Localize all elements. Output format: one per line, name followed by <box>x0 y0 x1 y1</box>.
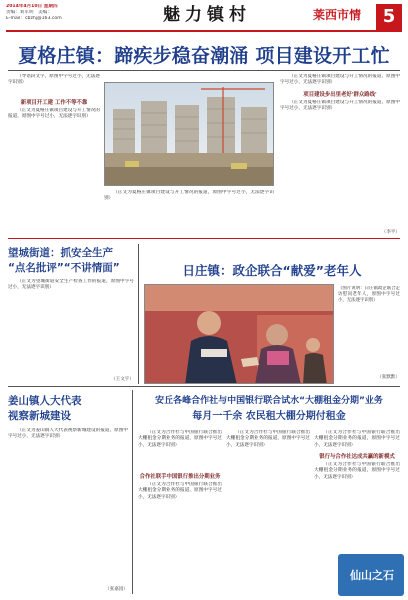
header-editor: 责编：刘军明 美编： <box>6 10 52 15</box>
header-date: 2014年4月10日 星期四 <box>6 4 58 9</box>
main-subheading-2 <box>280 90 400 100</box>
main-photo-construction <box>104 82 274 186</box>
jiangshan-body <box>8 428 128 584</box>
coop-body-col-1b <box>138 482 222 594</box>
section-tag: 莱西市情 <box>312 8 361 22</box>
wangcheng-headline-1: 望城街道：抓安全生产 <box>8 247 113 259</box>
jiangshan-headline-1: 姜山镇人大代表 <box>8 395 82 407</box>
page-header <box>0 0 408 34</box>
coop-body-text-1a: （正文为合作社与中国银行联合推出大棚租金分期业务的报道，原图中字号过小，无法逐字识别） <box>138 430 222 448</box>
coop-body-text-3a: （正文为合作社与中国银行联合推出大棚租金分期业务的报道，原图中字号过小，无法逐字识别） <box>314 430 400 448</box>
section-divider-2 <box>8 386 400 387</box>
main-subheading-1-text: 新项目开工建 工作不等不靠 <box>20 100 88 106</box>
main-subheading-1 <box>8 98 100 108</box>
coop-subheading-2-text: 银行与合作社达成共赢的新模式 <box>319 454 395 460</box>
elderly-visit-scene-image <box>145 285 334 384</box>
header-meta <box>6 4 98 22</box>
column-divider-1 <box>138 244 139 384</box>
main-body-text-3b: （正文为夏格庄镇项目建设与开工情况的报道，原图中字号过小，无法逐字识别） <box>280 100 400 112</box>
main-body-text-3a: （正文为夏格庄镇项目建设与开工情况的报道，原图中字号过小，无法逐字识别） <box>280 74 400 86</box>
construction-scene-image <box>105 83 274 186</box>
coop-subheading-2 <box>314 452 400 461</box>
header-rule <box>6 30 402 32</box>
coop-headline-2: 每月一千余 农民租大棚分期付租金 <box>192 411 346 422</box>
coop-body-text-1b: （正文为合作社与中国银行联合推出大棚租金分期业务的报道，原图中字号过小，无法逐字识别） <box>138 482 222 500</box>
wangcheng-headline-2: “点名批评”“不讲情面” <box>8 262 120 274</box>
main-subheading-2-text: 项目建设步出里老好'群众路线' <box>303 92 377 98</box>
wangcheng-body <box>8 279 134 375</box>
main-lead: （导语段文字，原图中字号过小，无法逐字识别） <box>8 74 100 86</box>
coop-headline-1: 安丘各峰合作社与中国银行联合试水“大棚租金分期”业务 <box>155 396 383 406</box>
main-headline-rule <box>8 70 400 71</box>
coop-body-text-2: （正文为合作社与中国银行联合推出大棚租金分期业务的报道，原图中字号过小，无法逐字识别） <box>226 430 310 448</box>
coop-body-col-3a <box>314 430 400 450</box>
header-email: E-mail：cbzhj@163.com <box>6 16 62 21</box>
rizhuang-caption: （图片说明：日庄镇政企联合走访慰问老年人，原图中字号过小，无法逐字识别） <box>338 286 400 303</box>
column-divider-2 <box>132 390 133 594</box>
page-number: 5 <box>376 4 402 30</box>
main-body-col-2 <box>104 190 274 232</box>
main-author: （李平） <box>381 230 400 235</box>
jiangshan-body-text: （正文为姜山镇人大代表视察新城建设的报道，原图中字号过小，无法逐字识别） <box>8 428 128 440</box>
jiangshan-author: （张嘉园） <box>105 587 128 592</box>
rizhuang-photo <box>144 284 334 384</box>
main-headline: 夏格庄镇：蹄疾步稳奋潮涌 项目建设开工忙 <box>18 45 390 67</box>
column-logo-text: 仙山之石 <box>350 569 394 582</box>
coop-body-col-3b <box>314 462 400 550</box>
main-body-col-3a <box>280 74 400 88</box>
section-divider-1 <box>8 238 400 239</box>
coop-body-col-1a <box>138 430 222 472</box>
coop-subheading-1-text: 合作社联手中国银行推出分期业务 <box>139 474 221 480</box>
jiangshan-headline-2: 视察新城建设 <box>8 410 71 422</box>
main-body-col-1 <box>8 108 100 232</box>
main-body-col-3b <box>280 100 400 228</box>
coop-subheading-1 <box>138 472 222 481</box>
wangcheng-author: （王文宇） <box>111 377 134 382</box>
section-title: 魅力镇村 <box>163 5 251 25</box>
wangcheng-body-text: （正文为望城街道安全生产检查工作的报道，原图中字号过小，无法逐字识别） <box>8 279 134 291</box>
rizhuang-photographer: （张默默） <box>377 375 400 380</box>
main-body-text-2: （正文为夏格庄镇项目建设与开工情况的报道，原图中字号过小，无法逐字识别） <box>104 190 274 202</box>
coop-body-col-2 <box>226 430 310 594</box>
main-body-text: （正文为夏格庄镇项目建设与开工情况的报道，原图中字号过小，无法逐字识别） <box>8 108 100 120</box>
coop-body-text-3b: （正文为合作社与中国银行联合推出大棚租金分期业务的报道，原图中字号过小，无法逐字识别） <box>314 462 400 480</box>
rizhuang-headline: 日庄镇：政企联合“献爱”老年人 <box>182 263 362 278</box>
